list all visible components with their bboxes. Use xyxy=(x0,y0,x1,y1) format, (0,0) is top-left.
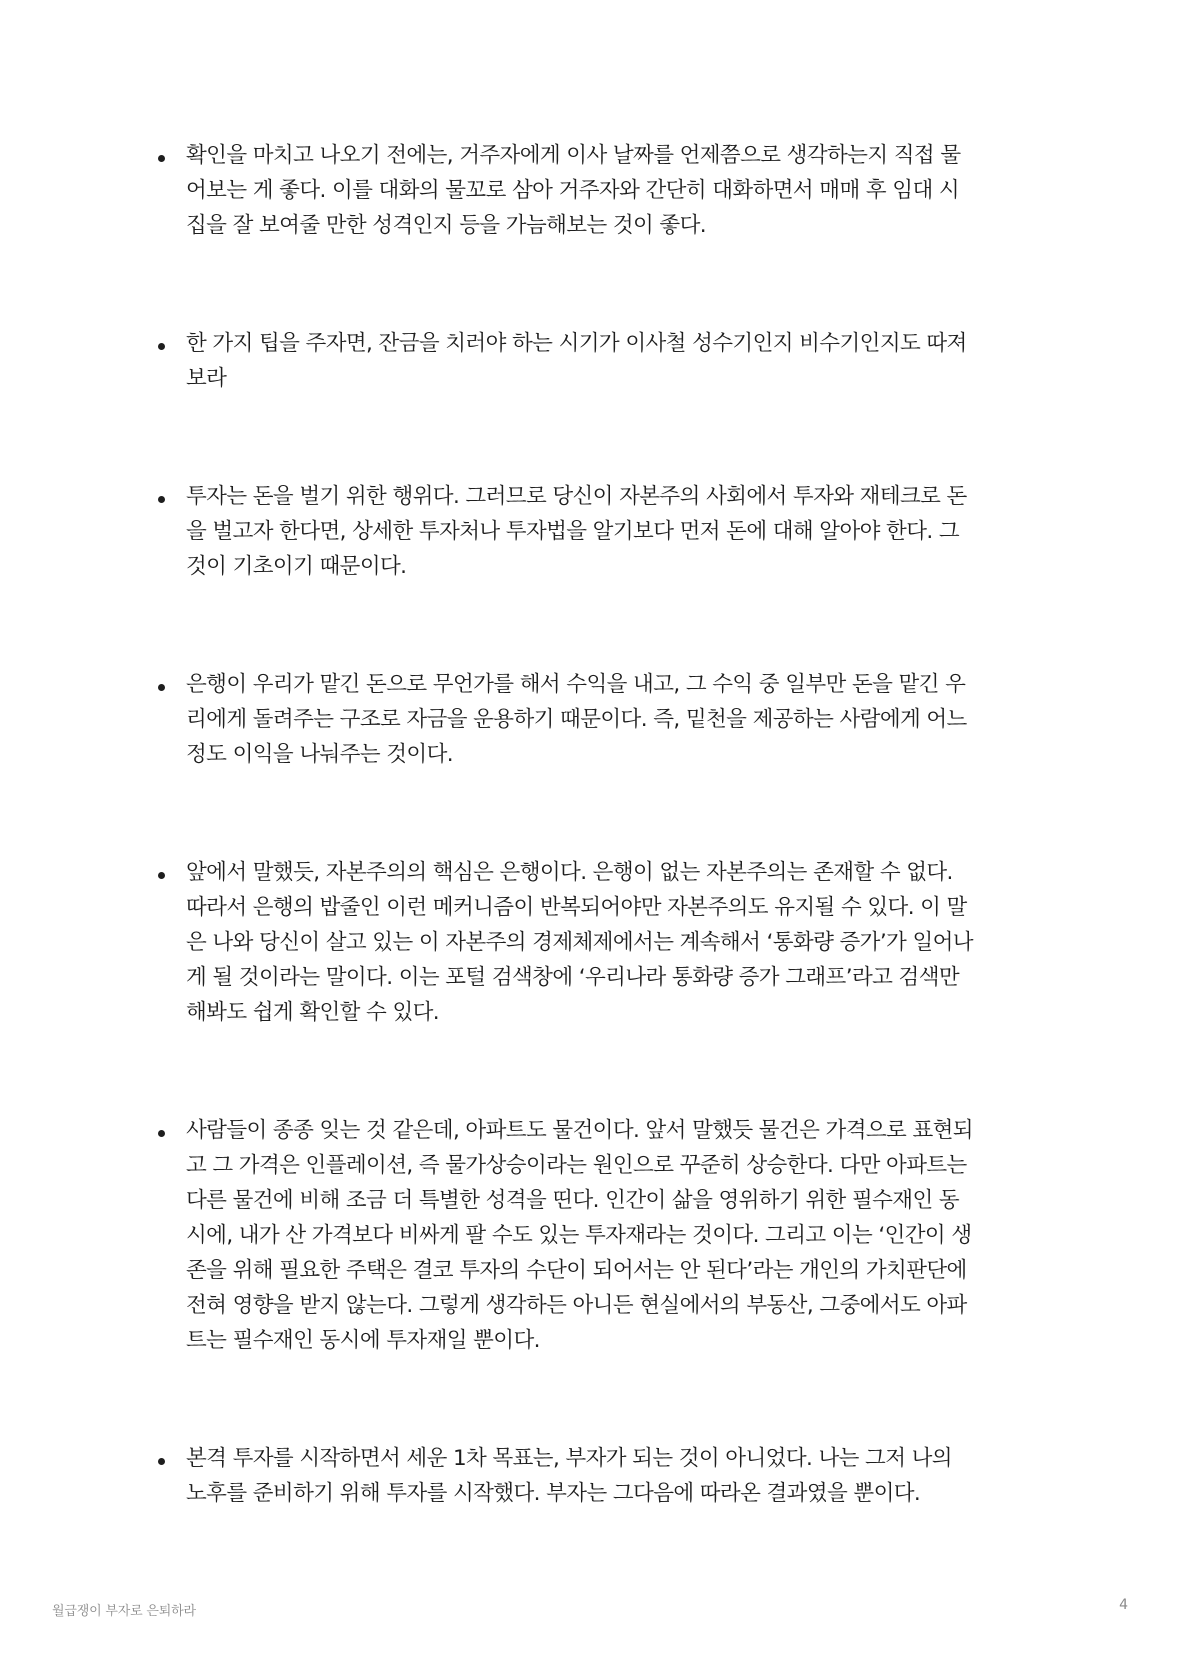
list-item-text: 앞에서 말했듯, 자본주의의 핵심은 은행이다. 은행이 없는 자본주의는 존재할 수 없다. 따라서 은행의 밥줄인 이런 메커니즘이 반복되어야만 자본주의도 유지될 수 있다. 이 말 은 나와 당신이 살고 있는 이 자본주의 경제체제에서는 계속해서 ‘통화량 증가’가 일어나 게 될 것이라는 말이다. 이는 포털 검색창에 ‘우리나라 통화량 증가 그래프’라고 검색만 해봐도 쉽게 확인할 수 있다. xyxy=(186,860,973,1025)
list-item xyxy=(156,326,1056,396)
page-number: 4 xyxy=(1119,1597,1128,1613)
list-item-text: 투자는 돈을 벌기 위한 행위다. 그러므로 당신이 자본주의 사회에서 투자와 재테크로 돈 을 벌고자 한다면, 상세한 투자처나 투자법을 알기보다 먼저 돈에 대해 알아야 한다. 그 것이 기초이기 때문이다. xyxy=(186,484,967,579)
list-item xyxy=(156,855,1056,1030)
list-item-text: 확인을 마치고 나오기 전에는, 거주자에게 이사 날짜를 언제쯤으로 생각하는지 직접 물 어보는 게 좋다. 이를 대화의 물꼬로 삼아 거주자와 간단히 대화하면서 매매 후 임대 시 집을 잘 보여줄 만한 성격인지 등을 가늠해보는 것이 좋다. xyxy=(186,143,961,238)
list-item xyxy=(156,138,1056,243)
bullet-icon xyxy=(158,872,165,879)
bullet-icon xyxy=(158,496,165,503)
list-item-text: 본격 투자를 시작하면서 세운 1차 목표는, 부자가 되는 것이 아니었다. 나는 그저 나의 노후를 준비하기 위해 투자를 시작했다. 부자는 그다음에 따라온 결과였을 뿐이다. xyxy=(186,1446,952,1506)
list-item xyxy=(156,667,1056,772)
bullet-icon xyxy=(158,343,165,350)
list-item xyxy=(156,1113,1056,1358)
list-item-text: 한 가지 팁을 주자면, 잔금을 치러야 하는 시기가 이사철 성수기인지 비수기인지도 따져 보라 xyxy=(186,331,967,391)
bullet-icon xyxy=(158,684,165,691)
highlight-list xyxy=(156,138,1056,1594)
bullet-icon xyxy=(158,1130,165,1137)
list-item xyxy=(156,479,1056,584)
list-item-text: 은행이 우리가 맡긴 돈으로 무언가를 해서 수익을 내고, 그 수익 중 일부만 돈을 맡긴 우 리에게 돌려주는 구조로 자금을 운용하기 때문이다. 즉, 밑천을 제공하는 사람에게 어느 정도 이익을 나눠주는 것이다. xyxy=(186,672,967,767)
list-item-text: 사람들이 종종 잊는 것 같은데, 아파트도 물건이다. 앞서 말했듯 물건은 가격으로 표현되 고 그 가격은 인플레이션, 즉 물가상승이라는 원인으로 꾸준히 상승한다. 다만 아파트는 다른 물건에 비해 조금 더 특별한 성격을 띤다. 인간이 삶을 영위하기 위한 필수재인 동 시에, 내가 산 가격보다 비싸게 팔 수도 있는 투자재라는 것이다. 그리고 이는 ‘인간이 생 존을 위해 필요한 주택은 결코 투자의 수단이 되어서는 안 된다’라는 개인의 가치판단에 전혀 영향을 받지 않는다. 그렇게 생각하든 아니든 현실에서의 부동산, 그중에서도 아파 트는 필수재인 동시에 투자재일 뿐이다. xyxy=(186,1118,973,1353)
bullet-icon xyxy=(158,155,165,162)
footer-book-title: 월급쟁이 부자로 은퇴하라 xyxy=(52,1604,196,1619)
list-item xyxy=(156,1441,1056,1511)
bullet-icon xyxy=(158,1458,165,1465)
